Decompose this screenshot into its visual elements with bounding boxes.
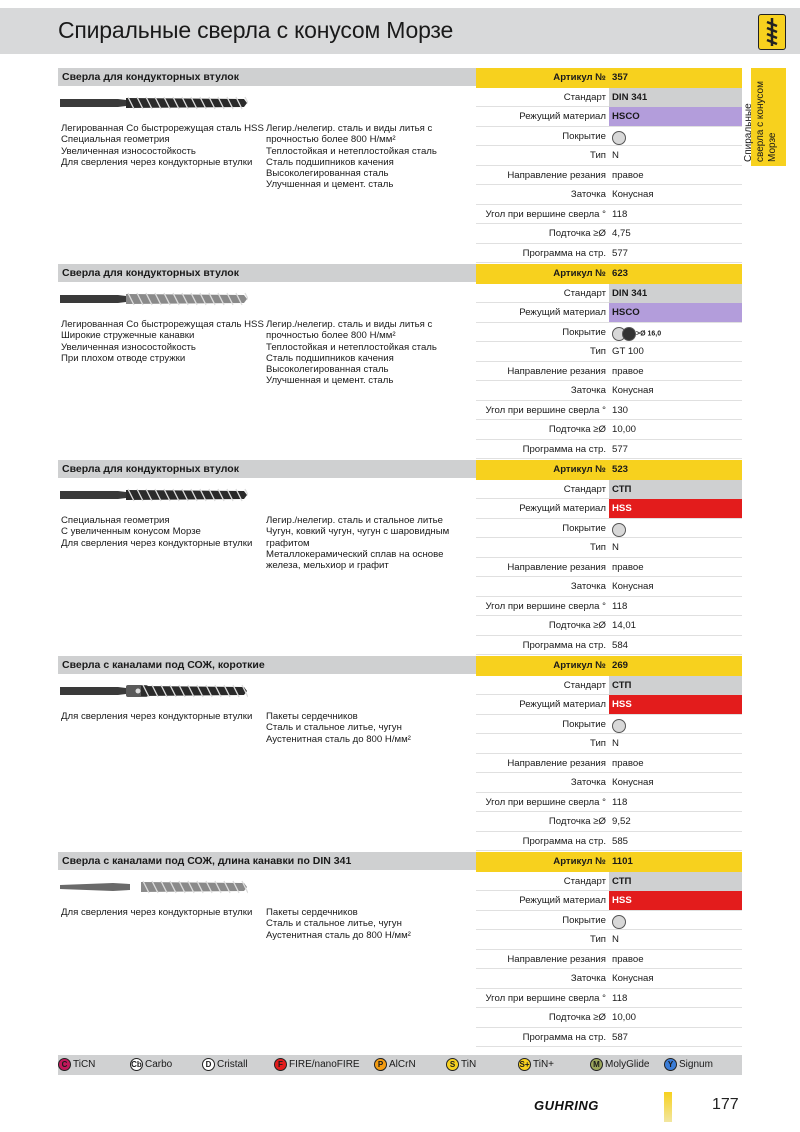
application-materials bbox=[266, 123, 481, 191]
spec-row-program bbox=[476, 636, 742, 656]
spec-row-point-angle bbox=[476, 597, 742, 617]
spec-row-cutting-material bbox=[476, 303, 742, 323]
material-line: графитом bbox=[266, 537, 310, 549]
spec-value: 523 bbox=[612, 464, 629, 475]
spec-label: Стандарт bbox=[563, 875, 606, 887]
spec-label: Покрытие bbox=[562, 914, 606, 926]
material-line: Теплостойкая и нетеплостойкая сталь bbox=[266, 341, 437, 353]
material-line: Легир./нелегир. сталь и виды литья с bbox=[266, 123, 433, 134]
spec-value: 9,52 bbox=[612, 816, 631, 827]
spec-row-type bbox=[476, 930, 742, 950]
drill-illustration bbox=[58, 482, 248, 508]
spec-row-pilot bbox=[476, 224, 742, 244]
coating-legend bbox=[58, 1055, 742, 1075]
legend-item bbox=[58, 1058, 95, 1071]
material-line: Улучшенная и цемент. сталь bbox=[266, 375, 394, 387]
spec-row-sharpening bbox=[476, 577, 742, 597]
spec-row-pilot bbox=[476, 616, 742, 636]
spec-label: Тип bbox=[590, 934, 606, 945]
application-materials bbox=[266, 711, 481, 745]
spec-row-direction bbox=[476, 558, 742, 578]
section-heading: Сверла для кондукторных втулок bbox=[58, 460, 476, 478]
legend-label: Cristall bbox=[217, 1059, 248, 1071]
feature-line: Для сверления через кондукторные втулки bbox=[61, 537, 253, 549]
legend-label: MolyGlide bbox=[605, 1059, 650, 1071]
spec-row-article bbox=[476, 852, 742, 872]
application-materials bbox=[266, 907, 481, 941]
spec-label: Подточка ≥Ø bbox=[548, 228, 606, 239]
material-line: Пакеты сердечников bbox=[266, 907, 358, 918]
feature-list bbox=[61, 123, 266, 168]
material-line: Легир./нелегир. сталь и стальное литье bbox=[266, 515, 443, 526]
spec-row-program bbox=[476, 244, 742, 264]
spec-label: Режущий материал bbox=[519, 307, 606, 318]
spec-table bbox=[476, 68, 742, 263]
spec-value: 587 bbox=[612, 1031, 629, 1043]
section-heading: Сверла с каналами под СОЖ, длина канавки по DIN 341 bbox=[58, 852, 476, 870]
spec-value: 118 bbox=[612, 992, 628, 1004]
spec-value: HSS bbox=[609, 695, 742, 714]
coating-circle-icon bbox=[612, 915, 626, 929]
legend-label: TiCN bbox=[73, 1059, 96, 1071]
spec-table bbox=[476, 852, 742, 1047]
product-section bbox=[58, 460, 742, 650]
spec-value: 118 bbox=[612, 796, 628, 808]
material-line: прочностью более 800 Н/мм² bbox=[266, 330, 396, 342]
spec-value: 357 bbox=[612, 72, 629, 83]
feature-line: Широкие стружечные канавки bbox=[61, 330, 195, 342]
spec-label: Направление резания bbox=[507, 757, 606, 769]
spec-row-coating bbox=[476, 519, 742, 539]
spec-row-point-angle bbox=[476, 793, 742, 813]
coating-badge-icon: S bbox=[446, 1058, 459, 1071]
spec-label: Подточка ≥Ø bbox=[548, 1012, 606, 1023]
coating-circle-icon bbox=[612, 523, 626, 537]
spec-row-standard bbox=[476, 284, 742, 304]
feature-line: Специальная геометрия bbox=[61, 515, 170, 526]
spec-row-article bbox=[476, 460, 742, 480]
coating-badge-icon: M bbox=[590, 1058, 603, 1071]
spec-row-article bbox=[476, 68, 742, 88]
spec-label: Покрытие bbox=[562, 522, 606, 534]
legend-item bbox=[202, 1058, 248, 1071]
spec-row-direction bbox=[476, 362, 742, 382]
spec-label: Программа на стр. bbox=[522, 247, 606, 259]
feature-line: Для сверления через кондукторные втулки bbox=[61, 711, 253, 722]
drill-illustration bbox=[58, 286, 248, 312]
spec-value: 10,00 bbox=[612, 424, 637, 435]
product-section bbox=[58, 656, 742, 846]
spec-value: 1101 bbox=[612, 856, 633, 867]
spec-row-coating bbox=[476, 911, 742, 931]
material-line: железа, мельхиор и графит bbox=[266, 560, 389, 572]
spec-label: Программа на стр. bbox=[522, 443, 606, 455]
drill-illustration bbox=[58, 874, 248, 900]
spec-value: N bbox=[612, 542, 619, 553]
application-materials bbox=[266, 319, 481, 387]
spec-row-type bbox=[476, 146, 742, 166]
material-line: Аустенитная сталь до 800 Н/мм² bbox=[266, 733, 411, 745]
legend-item bbox=[130, 1058, 172, 1071]
spec-label: Артикул № bbox=[553, 660, 606, 671]
coating-badge-icon: P bbox=[374, 1058, 387, 1071]
spec-label: Покрытие bbox=[562, 130, 606, 142]
spec-value: HSCO bbox=[609, 107, 742, 126]
spec-label: Направление резания bbox=[507, 365, 606, 377]
feature-line: Увеличенная износостойкость bbox=[61, 145, 196, 157]
spec-label: Тип bbox=[590, 150, 606, 161]
feature-list bbox=[61, 319, 266, 364]
spec-value: 623 bbox=[612, 268, 629, 279]
feature-line: Для сверления через кондукторные втулки bbox=[61, 907, 253, 918]
drill-illustration bbox=[58, 90, 248, 116]
legend-item bbox=[374, 1058, 416, 1071]
spec-value: 4,75 bbox=[612, 228, 631, 239]
legend-label: FIRE/nanoFIRE bbox=[289, 1059, 360, 1071]
material-line: Легир./нелегир. сталь и виды литья с bbox=[266, 319, 433, 330]
spec-row-coating bbox=[476, 715, 742, 735]
spec-value: 584 bbox=[612, 639, 629, 651]
spec-label: Программа на стр. bbox=[522, 639, 606, 651]
feature-line: Специальная геометрия bbox=[61, 134, 170, 146]
spec-label: Подточка ≥Ø bbox=[548, 620, 606, 631]
spec-row-point-angle bbox=[476, 205, 742, 225]
spec-value: 585 bbox=[612, 835, 629, 847]
brand-logo: GUHRING bbox=[534, 1098, 599, 1113]
spec-row-cutting-material bbox=[476, 107, 742, 127]
spec-table bbox=[476, 656, 742, 851]
spec-row-coating bbox=[476, 323, 742, 343]
spec-label: Угол при вершине сверла ° bbox=[485, 208, 606, 220]
spec-value: 130 bbox=[612, 404, 629, 416]
legend-label: Signum bbox=[679, 1059, 713, 1071]
spec-row-direction bbox=[476, 950, 742, 970]
coating-badge-icon: F bbox=[274, 1058, 287, 1071]
coating-badge-icon: S+ bbox=[519, 1060, 530, 1069]
spec-value: HSCO bbox=[609, 303, 742, 322]
spec-label: Артикул № bbox=[553, 72, 606, 83]
spec-row-sharpening bbox=[476, 969, 742, 989]
spec-label: Угол при вершине сверла ° bbox=[485, 404, 606, 416]
spec-row-point-angle bbox=[476, 401, 742, 421]
spec-row-pilot bbox=[476, 1008, 742, 1028]
spec-row-standard bbox=[476, 872, 742, 892]
spec-label: Покрытие bbox=[562, 326, 606, 338]
spec-label: Направление резания bbox=[507, 169, 606, 181]
material-line: Сталь и стальное литье, чугун bbox=[266, 918, 402, 930]
spec-value: HSS bbox=[609, 891, 742, 910]
material-line: Сталь и стальное литье, чугун bbox=[266, 722, 402, 734]
legend-label: AlCrN bbox=[389, 1059, 416, 1071]
material-line: Высоколегированная сталь bbox=[266, 364, 389, 376]
spec-row-type bbox=[476, 342, 742, 362]
side-tab[interactable] bbox=[743, 68, 786, 166]
spec-value: 118 bbox=[612, 208, 628, 220]
spec-value: СТП bbox=[609, 676, 742, 695]
spec-label: Заточка bbox=[570, 385, 606, 396]
spec-value: N bbox=[612, 934, 619, 945]
spec-label: Заточка bbox=[570, 581, 606, 592]
spec-value: Конусная bbox=[612, 385, 654, 396]
legend-label: Carbo bbox=[145, 1059, 173, 1071]
material-line: Металлокерамический сплав на основе bbox=[266, 548, 444, 560]
spec-value: правое bbox=[612, 757, 644, 769]
coating-circle-icon bbox=[612, 719, 626, 733]
spec-label: Заточка bbox=[570, 189, 606, 200]
spec-label: Тип bbox=[590, 738, 606, 749]
spec-row-sharpening bbox=[476, 185, 742, 205]
spec-label: Режущий материал bbox=[519, 895, 606, 906]
spec-label: Артикул № bbox=[553, 464, 606, 475]
spec-value: 269 bbox=[612, 660, 629, 671]
spec-row-article bbox=[476, 656, 742, 676]
material-line: Улучшенная и цемент. сталь bbox=[266, 179, 394, 191]
spec-row-type bbox=[476, 538, 742, 558]
page-number: 177 bbox=[712, 1096, 739, 1113]
section-heading: Сверла для кондукторных втулок bbox=[58, 68, 476, 86]
feature-line: При плохом отводе стружки bbox=[61, 352, 186, 364]
spec-value: N bbox=[612, 738, 619, 749]
feature-list bbox=[61, 515, 266, 549]
product-section bbox=[58, 68, 742, 258]
coating-badge-icon: D bbox=[202, 1058, 215, 1071]
material-line: Чугун, ковкий чугун, чугун с шаровидным bbox=[266, 526, 450, 538]
spec-label: Угол при вершине сверла ° bbox=[485, 600, 606, 612]
spec-value: DIN 341 bbox=[609, 88, 742, 107]
material-line: Высоколегированная сталь bbox=[266, 168, 389, 180]
feature-line: Увеличенная износостойкость bbox=[61, 341, 196, 353]
drill-logo-icon bbox=[758, 14, 786, 50]
application-materials bbox=[266, 515, 481, 571]
coating-badge-icon: Y bbox=[664, 1058, 677, 1071]
spec-label: Режущий материал bbox=[519, 111, 606, 122]
spec-label: Угол при вершине сверла ° bbox=[485, 796, 606, 808]
spec-label: Заточка bbox=[570, 777, 606, 788]
spec-value: N bbox=[612, 150, 619, 161]
spec-row-direction bbox=[476, 166, 742, 186]
spec-value: правое bbox=[612, 365, 644, 377]
spec-value: GT 100 bbox=[612, 346, 644, 357]
material-line: Сталь подшипников качения bbox=[266, 156, 394, 168]
spec-value: Конусная bbox=[612, 777, 654, 788]
spec-value: HSS bbox=[609, 499, 742, 518]
spec-value bbox=[609, 715, 742, 734]
spec-row-standard bbox=[476, 480, 742, 500]
spec-row-cutting-material bbox=[476, 695, 742, 715]
legend-item bbox=[274, 1058, 360, 1071]
spec-value: 577 bbox=[612, 247, 629, 259]
spec-row-program bbox=[476, 832, 742, 852]
spec-label: Угол при вершине сверла ° bbox=[485, 992, 606, 1004]
section-heading: Сверла для кондукторных втулок bbox=[58, 264, 476, 282]
spec-value bbox=[609, 323, 742, 342]
legend-label: TiN+ bbox=[533, 1059, 555, 1071]
spec-value: 118 bbox=[612, 600, 628, 612]
spec-label: Стандарт bbox=[563, 483, 606, 495]
legend-item bbox=[518, 1058, 554, 1071]
legend-label: TiN bbox=[461, 1059, 477, 1071]
spec-row-sharpening bbox=[476, 381, 742, 401]
spec-label: Артикул № bbox=[553, 268, 606, 279]
spec-label: Подточка ≥Ø bbox=[548, 816, 606, 827]
coating-circle-icon bbox=[612, 131, 626, 145]
spec-label: Стандарт bbox=[563, 679, 606, 691]
spec-label: Режущий материал bbox=[519, 503, 606, 514]
footer-accent-bar bbox=[664, 1092, 672, 1122]
coating-badge-icon: C bbox=[58, 1058, 71, 1071]
spec-label: Направление резания bbox=[507, 953, 606, 965]
spec-label: Режущий материал bbox=[519, 699, 606, 710]
spec-row-direction bbox=[476, 754, 742, 774]
feature-line: Легированная Co быстрорежущая сталь HSS bbox=[61, 123, 264, 134]
page-header bbox=[0, 8, 800, 54]
spec-label: Стандарт bbox=[563, 287, 606, 299]
feature-list bbox=[61, 711, 266, 722]
feature-line: Для сверления через кондукторные втулки bbox=[61, 156, 253, 168]
side-tab-label: Спиральные сверла с конусом Морзе bbox=[743, 81, 778, 162]
spec-value: 577 bbox=[612, 443, 629, 455]
product-section bbox=[58, 264, 742, 454]
coating-badge-icon: Cb bbox=[131, 1060, 142, 1069]
spec-row-point-angle bbox=[476, 989, 742, 1009]
spec-value: правое bbox=[612, 953, 644, 965]
material-line: Теплостойкая и нетеплостойкая сталь bbox=[266, 145, 437, 157]
spec-table bbox=[476, 460, 742, 655]
drill-illustration bbox=[58, 678, 248, 704]
spec-row-sharpening bbox=[476, 773, 742, 793]
spec-row-standard bbox=[476, 676, 742, 696]
spec-label: Программа на стр. bbox=[522, 1031, 606, 1043]
material-line: Пакеты сердечников bbox=[266, 711, 358, 722]
spec-row-pilot bbox=[476, 812, 742, 832]
spec-row-article bbox=[476, 264, 742, 284]
spec-label: Артикул № bbox=[553, 856, 606, 867]
spec-value: 10,00 bbox=[612, 1012, 637, 1023]
spec-value: СТП bbox=[609, 480, 742, 499]
product-section bbox=[58, 852, 742, 1042]
coating-circle-icon bbox=[622, 327, 636, 341]
feature-list bbox=[61, 907, 266, 918]
spec-row-coating bbox=[476, 127, 742, 147]
spec-value: правое bbox=[612, 169, 644, 181]
material-line: прочностью более 800 Н/мм² bbox=[266, 134, 396, 146]
section-heading: Сверла с каналами под СОЖ, короткие bbox=[58, 656, 476, 674]
spec-value: СТП bbox=[609, 872, 742, 891]
spec-label: Подточка ≥Ø bbox=[548, 424, 606, 435]
spec-table bbox=[476, 264, 742, 459]
spec-row-type bbox=[476, 734, 742, 754]
spec-value bbox=[609, 519, 742, 538]
material-line: Сталь подшипников качения bbox=[266, 352, 394, 364]
feature-line: С увеличенным конусом Морзе bbox=[61, 526, 201, 538]
spec-label: Покрытие bbox=[562, 718, 606, 730]
material-line: Аустенитная сталь до 800 Н/мм² bbox=[266, 929, 411, 941]
spec-row-cutting-material bbox=[476, 499, 742, 519]
spec-value bbox=[609, 127, 742, 146]
spec-label: Программа на стр. bbox=[522, 835, 606, 847]
coating-note: >Ø 16,0 bbox=[636, 330, 662, 337]
spec-row-cutting-material bbox=[476, 891, 742, 911]
spec-value: Конусная bbox=[612, 581, 654, 592]
spec-row-standard bbox=[476, 88, 742, 108]
spec-label: Тип bbox=[590, 542, 606, 553]
legend-item bbox=[664, 1058, 713, 1071]
spec-value: Конусная bbox=[612, 189, 654, 200]
legend-item bbox=[446, 1058, 476, 1071]
legend-item bbox=[590, 1058, 649, 1071]
spec-value: DIN 341 bbox=[609, 284, 742, 303]
spec-row-program bbox=[476, 440, 742, 460]
spec-row-program bbox=[476, 1028, 742, 1048]
feature-line: Легированная Co быстрорежущая сталь HSS bbox=[61, 319, 264, 330]
page-title: Спиральные сверла с конусом Морзе bbox=[58, 17, 454, 43]
spec-value: 14,01 bbox=[612, 620, 637, 631]
spec-value bbox=[609, 911, 742, 930]
spec-label: Заточка bbox=[570, 973, 606, 984]
spec-label: Стандарт bbox=[563, 91, 606, 103]
spec-label: Направление резания bbox=[507, 561, 606, 573]
spec-row-pilot bbox=[476, 420, 742, 440]
spec-label: Тип bbox=[590, 346, 606, 357]
spec-value: Конусная bbox=[612, 973, 654, 984]
spec-value: правое bbox=[612, 561, 644, 573]
